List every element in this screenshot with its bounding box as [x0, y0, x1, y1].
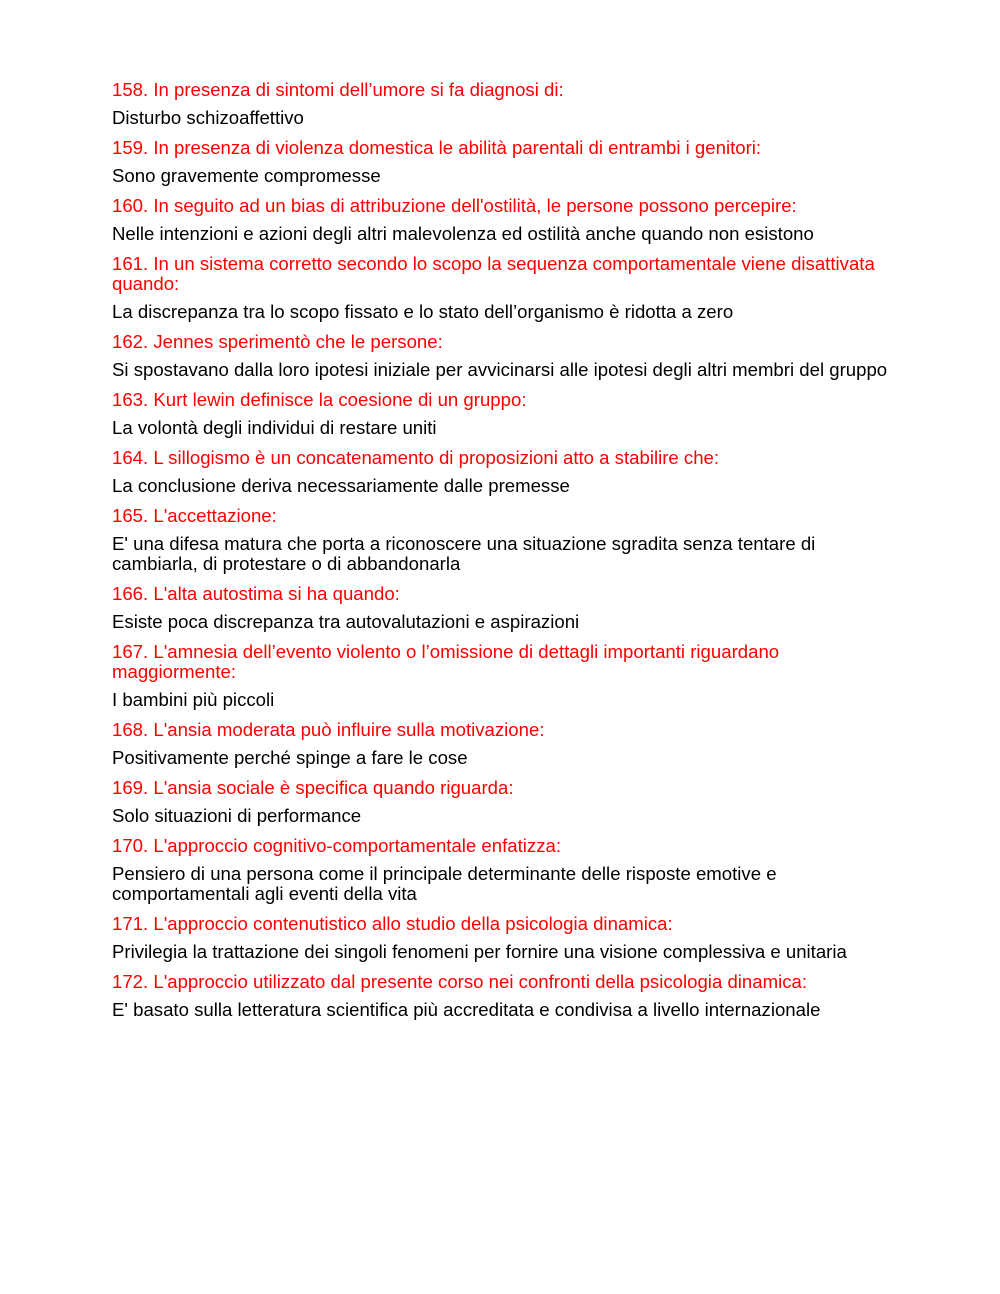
qa-item-170: [112, 836, 900, 904]
answer-text: La volontà degli individui di restare uniti: [112, 417, 437, 438]
question-text: 158. In presenza di sintomi dell’umore si fa diagnosi di:: [112, 79, 564, 100]
qa-item-165: [112, 506, 900, 574]
qa-item-169: [112, 778, 900, 826]
question-text: 168. L'ansia moderata può influire sulla motivazione:: [112, 719, 545, 740]
question-text: 170. L'approccio cognitivo-comportamentale enfatizza:: [112, 835, 562, 856]
answer-text: Esiste poca discrepanza tra autovalutazioni e aspirazioni: [112, 611, 580, 632]
answer-text: I bambini più piccoli: [112, 689, 275, 710]
answer-text: Sono gravemente compromesse: [112, 165, 381, 186]
question-text: 171. L'approccio contenutistico allo studio della psicologia dinamica:: [112, 913, 673, 934]
answer-text: Pensiero di una persona come il principale determinante delle risposte emotive e comportamentali agli eventi della vita: [112, 863, 777, 904]
qa-item-166: [112, 584, 900, 632]
question-text: 169. L'ansia sociale è specifica quando riguarda:: [112, 777, 514, 798]
answer-text: La conclusione deriva necessariamente dalle premesse: [112, 475, 570, 496]
qa-item-163: [112, 390, 900, 438]
qa-item-158: [112, 80, 900, 128]
question-text: 161. In un sistema corretto secondo lo scopo la sequenza comportamentale viene disattivata quando:: [112, 253, 875, 294]
question-text: 159. In presenza di violenza domestica le abilità parentali di entrambi i genitori:: [112, 137, 762, 158]
answer-text: E' una difesa matura che porta a riconoscere una situazione sgradita senza tentare di cambiarla, di protestare o di abbandonarla: [112, 533, 816, 574]
qa-item-162: [112, 332, 900, 380]
question-text: 172. L'approccio utilizzato dal presente corso nei confronti della psicologia dinamica:: [112, 971, 808, 992]
qa-item-160: [112, 196, 900, 244]
question-text: 167. L'amnesia dell’evento violento o l’omissione di dettagli importanti riguardano maggiormente:: [112, 641, 780, 682]
question-text: 163. Kurt lewin definisce la coesione di un gruppo:: [112, 389, 527, 410]
question-text: 166. L'alta autostima si ha quando:: [112, 583, 400, 604]
answer-text: Solo situazioni di performance: [112, 805, 362, 826]
qa-item-164: [112, 448, 900, 496]
answer-text: Disturbo schizoaffettivo: [112, 107, 304, 128]
qa-item-167: [112, 642, 900, 710]
question-text: 164. L sillogismo è un concatenamento di proposizioni atto a stabilire che:: [112, 447, 720, 468]
question-text: 165. L'accettazione:: [112, 505, 277, 526]
answer-text: Nelle intenzioni e azioni degli altri malevolenza ed ostilità anche quando non esistono: [112, 223, 814, 244]
question-text: 160. In seguito ad un bias di attribuzione dell'ostilità, le persone possono percepire:: [112, 195, 797, 216]
qa-item-159: [112, 138, 900, 186]
answer-text: Positivamente perché spinge a fare le cose: [112, 747, 468, 768]
answer-text: Privilegia la trattazione dei singoli fenomeni per fornire una visione complessiva e unitaria: [112, 941, 847, 962]
answer-text: La discrepanza tra lo scopo fissato e lo stato dell’organismo è ridotta a zero: [112, 301, 734, 322]
qa-item-171: [112, 914, 900, 962]
answer-text: Si spostavano dalla loro ipotesi iniziale per avvicinarsi alle ipotesi degli altri membri del gruppo: [112, 359, 888, 380]
qa-item-172: [112, 972, 900, 1020]
question-text: 162. Jennes sperimentò che le persone:: [112, 331, 443, 352]
qa-item-168: [112, 720, 900, 768]
answer-text: E' basato sulla letteratura scientifica più accreditata e condivisa a livello internazionale: [112, 999, 821, 1020]
qa-item-161: [112, 254, 900, 322]
